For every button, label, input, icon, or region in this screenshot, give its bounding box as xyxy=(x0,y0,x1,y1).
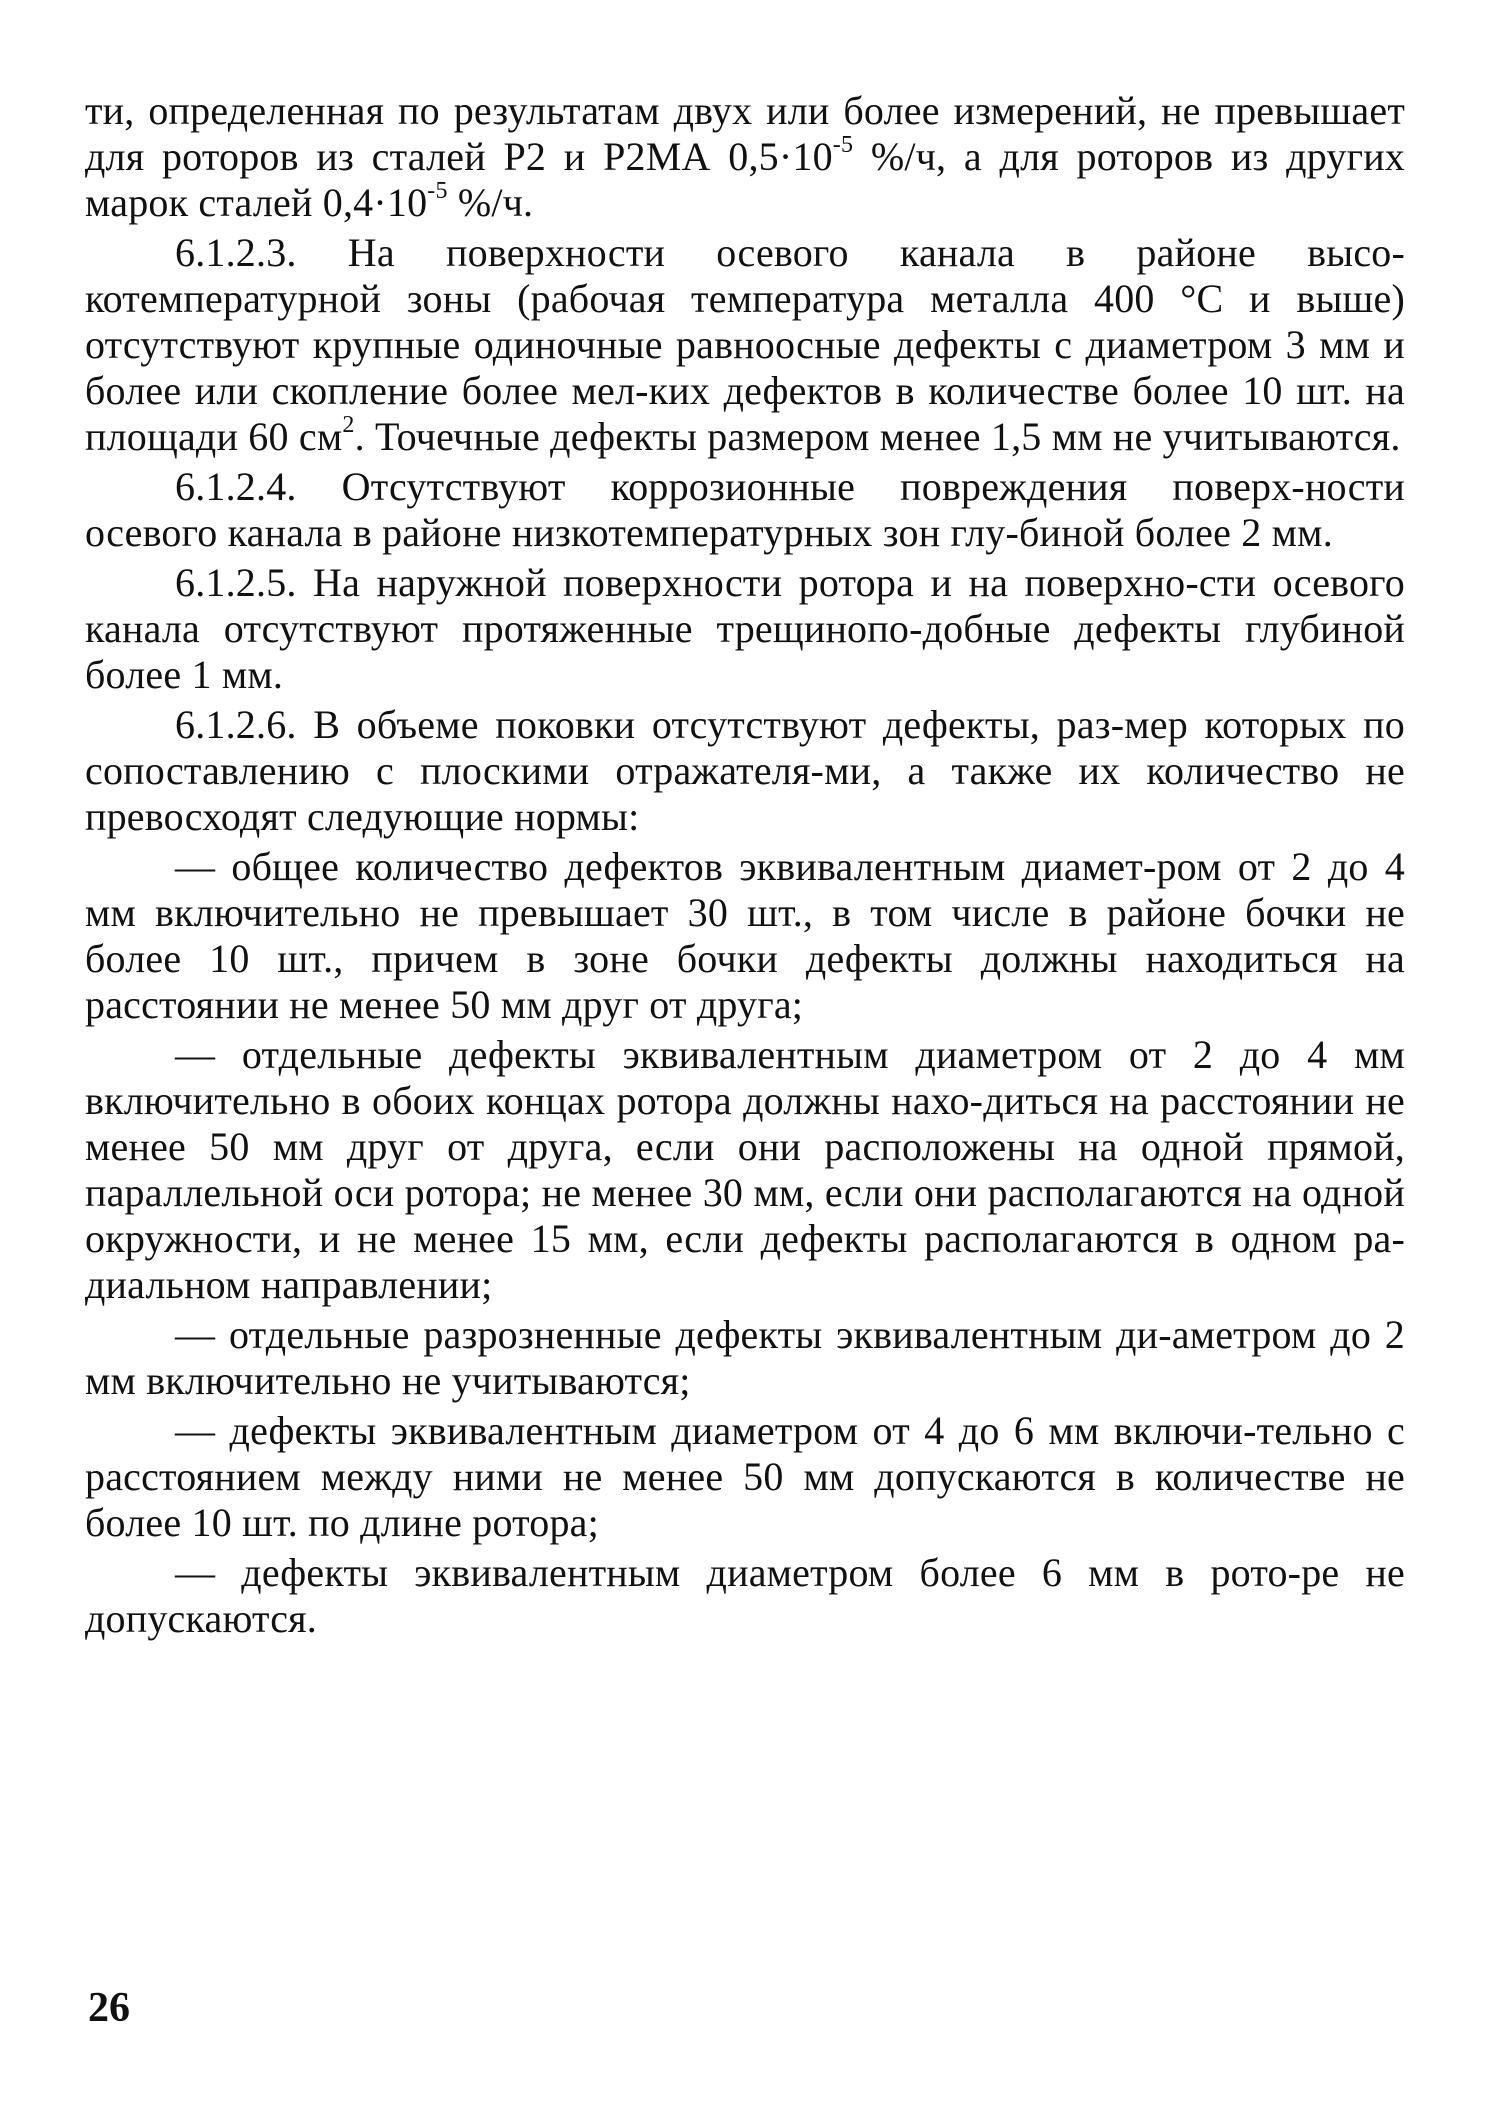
superscript: -5 xyxy=(832,131,854,158)
superscript: 2 xyxy=(342,411,355,438)
text-run: — отдельные разрозненные дефекты эквивалентным ди-аметром до 2 мм включительно не учитываются; xyxy=(85,1312,1405,1403)
text-run: ти, определенная по результатам двух или более измерений, не превышает для роторов из сталей Р2 и Р2МА 0,5·10 xyxy=(85,88,1405,179)
text-run: 6.1.2.6. В объеме поковки отсутствуют дефекты, раз-мер которых по сопоставлению с плоскими отражателя-ми, а также их количество не превосходят следующие нормы: xyxy=(85,702,1405,839)
text-run: — общее количество дефектов эквивалентным диамет-ром от 2 до 4 мм включительно не превышает 30 шт., в том числе в районе бочки не более 10 шт., причем в зоне бочки дефекты должны находиться на расстоянии не менее 50 мм друг от друга; xyxy=(85,844,1405,1027)
clause-6-1-2-4 xyxy=(85,464,1405,556)
list-item-total-defects xyxy=(85,844,1405,1028)
text-run: 6.1.2.4. Отсутствуют коррозионные повреждения поверх-ности осевого канала в районе низкотемпературных зон глу-биной более 2 мм. xyxy=(85,464,1405,555)
page-body xyxy=(85,88,1405,1642)
text-run: — дефекты эквивалентным диаметром от 4 до 6 мм включи-тельно с расстоянием между ними не менее 50 мм допускаются в количестве не более 10 шт. по длине ротора; xyxy=(85,1408,1405,1545)
superscript: -5 xyxy=(427,177,448,204)
text-run: — дефекты эквивалентным диаметром более 6 мм в рото-ре не допускаются. xyxy=(85,1550,1405,1641)
paragraph-continuation xyxy=(85,88,1405,226)
list-item-medium-defects xyxy=(85,1408,1405,1546)
text-run: %/ч. xyxy=(447,180,534,225)
page-number: 26 xyxy=(88,1985,130,2031)
text-run: %/ч, а для роторов из других марок сталей 0,4·10 xyxy=(85,134,1406,225)
list-item-large-defects xyxy=(85,1550,1405,1642)
list-item-small-defects xyxy=(85,1312,1405,1404)
list-item-spacing-rules xyxy=(85,1032,1405,1308)
clause-6-1-2-5 xyxy=(85,560,1405,698)
text-run: — отдельные дефекты эквивалентным диаметром от 2 до 4 мм включительно в обоих концах ротора должны нахо-диться на расстоянии не менее 50 мм друг от друга, если они расположены на одной прямой, параллельной оси ротора; не менее 30 мм, если они располагаются на одной окружности, и не менее 15 мм, если дефекты располагаются в одном ра-диальном направлении; xyxy=(85,1032,1405,1307)
text-run: . Точечные дефекты размером менее 1,5 мм не учитываются. xyxy=(354,414,1401,459)
clause-6-1-2-3 xyxy=(85,230,1405,460)
text-run: 6.1.2.5. На наружной поверхности ротора и на поверхно-сти осевого канала отсутствуют протяженные трещинопо-добные дефекты глубиной более 1 мм. xyxy=(85,560,1405,697)
clause-6-1-2-6 xyxy=(85,702,1405,840)
text-run: 6.1.2.3. На поверхности осевого канала в районе высо-котемпературной зоны (рабочая температура металла 400 °С и выше) отсутствуют крупные одиночные равноосные дефекты с диаметром 3 мм и более или скопление более мел-ких дефектов в количестве более 10 шт. на площади 60 см xyxy=(85,230,1405,459)
